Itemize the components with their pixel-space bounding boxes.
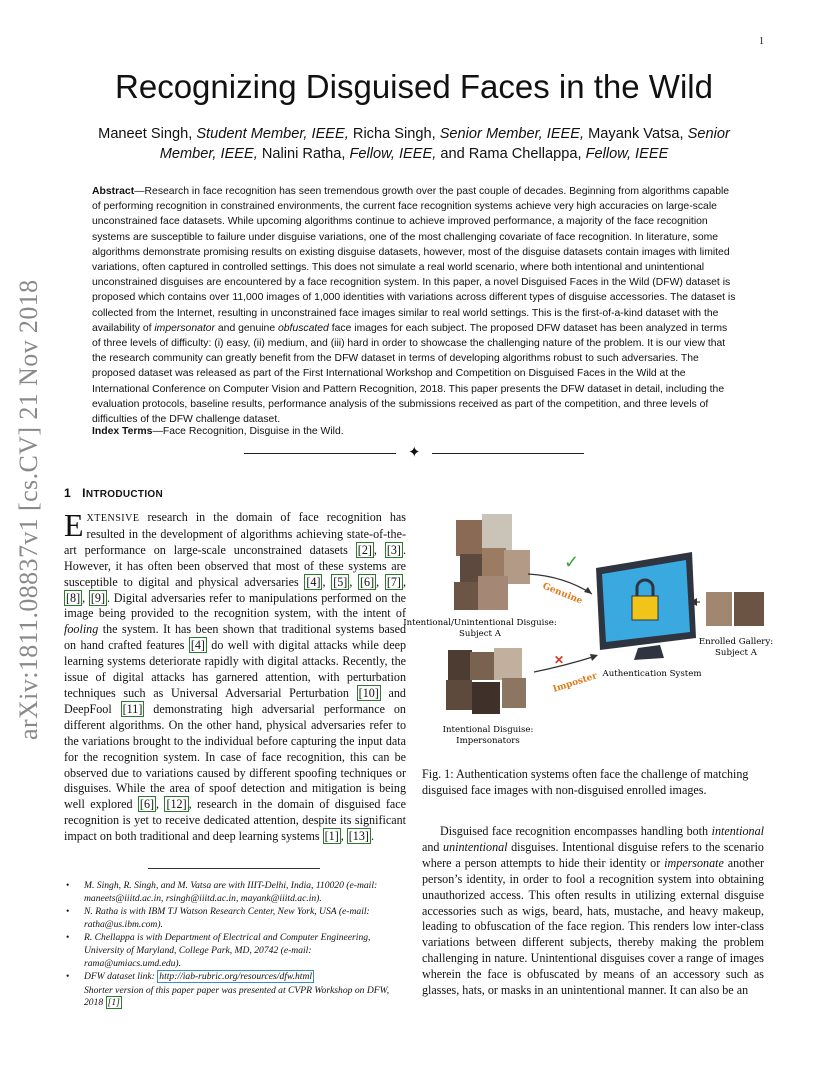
right-column-paragraph xyxy=(422,824,764,999)
figure-caption: Fig. 1: Authentication systems often face the challenge of matching disguised face images with non-disguised enrolled images. xyxy=(422,767,749,797)
footnote-item xyxy=(64,985,406,1010)
abstract-label: Abstract xyxy=(92,186,135,197)
lock-icon xyxy=(632,596,658,620)
citation-link[interactable]: [9] xyxy=(90,590,105,605)
footnote-item xyxy=(64,971,406,984)
disguised-faces-cluster xyxy=(454,514,530,610)
intro-paragraph: EXTENSIVE research in the domain of face recognition has resulted in the development of algorithms achieving state-of-the-art performance on large-scale unconstrained datasets [2] , [3] . However, it has often been observed that most of these systems are susceptible to digital and physical adversaries [4] , [5] , [6] , [7] , [8] , [9] . Digital adversaries refer to manipulations performed on the image being provided to the recognition system, with the intent of fooling the system. It has been shown that traditional systems based on hand crafted features [4] do well with digital attacks while deep learning systems deteriorate rapidly with digital attacks. Recently, the issue of digital attacks has garnered attention, with perturbation techniques such as Universal Adversarial Perturbation [10] and DeepFool [11] demonstrating high adversarial performance on different algorithms. On the other hand, physical adversaries refer to the variations brought to the individual before capturing the input data for the recognition system. In case of face recognition, this can be observed due to variations caused by different spoofing techniques or disguises. While the area of spoof detection and mitigation is being well explored [6] , [12] , research in the domain of disguised face recognition is yet to receive dedicated attention, despite its significant impact on both traditional and deep learning systems [1] , [13] . xyxy=(64,507,406,844)
author-text: Maneet Singh, xyxy=(98,126,197,142)
footnote-text: DFW dataset link: xyxy=(84,971,158,983)
emphasis: fooling xyxy=(64,622,99,637)
arrow-head xyxy=(584,587,592,594)
citation-link[interactable]: [2] xyxy=(357,542,372,557)
author-affil: Senior Member, IEEE, xyxy=(439,126,585,142)
body-text: and DeepFool xyxy=(64,685,406,716)
paper-title: Recognizing Disguised Faces in the Wild xyxy=(115,68,713,105)
face-photo xyxy=(470,652,494,680)
author-line-1 xyxy=(80,124,748,144)
dropcap: E xyxy=(64,507,84,543)
figure-label: Subject A xyxy=(715,648,757,658)
face-photo xyxy=(494,648,522,680)
body-text: , research in the domain of disguised face recognition is yet to receive dedicated attention, despite its significant impact on both traditional and deep learning systems xyxy=(64,797,406,844)
footnote-item: • R. Chellappa is with Department of Electrical and Computer Engineering, University of Maryland, College Park, MD, 20742 (e-mail: rama@umiacs.umd.edu). xyxy=(64,932,406,970)
footnote-text: Shorter version of this paper paper was presented at CVPR Workshop on DFW, 2018 xyxy=(84,984,390,1009)
body-text: Disguised face recognition encompasses handling both xyxy=(440,824,712,838)
author-affil: Member, IEEE, xyxy=(159,146,258,162)
citation-link[interactable]: [12] xyxy=(166,797,187,812)
footnotes xyxy=(64,880,406,1011)
abstract-text: face images for each subject. The proposed DFW dataset has been analyzed in terms of three levels of difficulty: (i) easy, (ii) medium, and (iii) hard in order to showcase the challenging nature of the problem. It is our view that the research community can greatly benefit from the DFW dataset in terms of developing algorithms robust to such adversaries. The proposed dataset was released as part of the First International Workshop and Competition on Disguised Faces in the Wild at the International Conference on Computer Vision and Pattern Recognition, 2018. This paper presents the DFW dataset in detail, including the evaluation protocols, baseline results, performance analysis of the submissions received as part of the competition, and three levels of difficulties of the DFW challenge dataset. xyxy=(92,322,728,426)
check-icon: ✓ xyxy=(564,552,580,572)
divider-diamond-icon: ✦ xyxy=(408,445,421,461)
face-photo xyxy=(482,548,506,578)
abstract-emphasis: impersonator xyxy=(154,322,216,334)
body-text: research in the domain of face recognition has resulted in the development of algorithms achieving state-of-the-art performance on large-scale unconstrained datasets xyxy=(64,510,406,557)
citation-link[interactable]: [7] xyxy=(386,574,401,589)
figure-1 xyxy=(403,510,774,760)
body-text: the system. It has been shown that traditional systems based on hand crafted features xyxy=(64,622,406,653)
citation-link[interactable]: [8] xyxy=(66,590,81,605)
index-terms-label: Index Terms xyxy=(92,426,153,437)
face-photo xyxy=(446,680,472,710)
figure-label: Subject A xyxy=(459,629,501,639)
abstract-text: —Research in face recognition has seen tremendous growth over the past couple of decades. Beginning from algorithms capable of performing recognition in constrained environments, the current face recognition systems achieve very high accuracies on large-scale unconstrained face datasets. While upcoming algorithms continue to achieve improved performance, a majority of the face recognition systems are susceptible to failure under disguise variations, one of the most challenging covariate of face recognition. In literature, some algorithms demonstrate promising results on existing disguise datasets, however, most of the disguise datasets contain images with limited variations, often captured in controlled settings. This does not simulate a real world scenario, where both intentional and unintentional unconstrained disguises are encountered by a face recognition system. In this paper, a novel Disguised Faces in the Wild (DFW) dataset is proposed which contains over 11,000 images of 1,000 identities with variations across different types of disguise accessories. The dataset is collected from the Internet, resulting in unconstrained face images similar to real world settings. This is the first-of-a-kind dataset with the availability of xyxy=(92,186,736,334)
figure-label: Intentional/Unintentional Disguise: xyxy=(403,618,557,628)
emphasis: unintentional xyxy=(443,839,508,854)
abstract-emphasis: obfuscated xyxy=(278,322,329,334)
footnote-item: • N. Ratha is with IBM TJ Watson Research Center, New York, USA (e-mail: ratha@us.ibm.com). xyxy=(64,906,406,931)
genuine-label: Genuine xyxy=(540,581,584,607)
author-affil: Student Member, IEEE, xyxy=(196,126,349,142)
footnote-item: • M. Singh, R. Singh, and M. Vatsa are with IIIT-Delhi, India, 110020 (e-mail: maneets@iiitd.ac.in, rsingh@iiitd.ac.in, mayank@iiitd.ac.in). xyxy=(64,880,406,905)
imposter-arrow xyxy=(534,656,596,672)
imposter-label: Imposter xyxy=(551,671,599,695)
author-list xyxy=(80,124,748,164)
page-number: 1 xyxy=(759,36,764,47)
section-title-initial: I xyxy=(82,486,86,500)
arrow-head xyxy=(590,654,598,661)
citation-link[interactable]: [13] xyxy=(348,829,369,844)
body-text: and xyxy=(422,839,444,854)
gallery-photo xyxy=(734,592,764,626)
citation-link[interactable]: [11] xyxy=(122,701,143,716)
monitor-stand xyxy=(634,645,664,660)
citation-link[interactable]: [3] xyxy=(386,542,401,557)
citation-link[interactable]: [5] xyxy=(333,574,348,589)
emphasis: intentional xyxy=(711,824,764,838)
face-photo xyxy=(448,650,472,680)
author-affil: Fellow, IEEE xyxy=(585,146,669,162)
section-number: 1 xyxy=(64,486,72,500)
cross-icon: ✕ xyxy=(554,653,565,667)
section-divider xyxy=(244,446,584,460)
body-text: . However, it has often been observed that most of these systems are susceptible to digital and physical adversaries xyxy=(64,542,406,589)
gallery-photo xyxy=(706,592,732,626)
citation-link[interactable]: [4] xyxy=(190,638,205,653)
monitor-icon xyxy=(596,552,696,660)
body-text: another person’s identity, in order to fool a recognition system into obtaining unauthorized access. This often results in utilizing external disguise accessories such as wigs, beard, hats, mustache, and heavy makeup, leading to obfuscation of the face region. This renders low inter-class variations between different subjects, thereby making the problem challenging in nature. Unintentional disguises cover a range of images wherein the face is obfuscated by means of an accessory such as glasses, hats, or masks in an unintentional manner. It can also be an xyxy=(422,855,764,998)
divider-line-right xyxy=(432,453,584,454)
emphasis: impersonate xyxy=(664,855,724,870)
smallcaps-text: XTENSIVE xyxy=(86,513,140,524)
figure-label: Enrolled Gallery: xyxy=(698,637,774,647)
figure-label: Authentication System xyxy=(602,669,702,679)
figure-label: Intentional Disguise: xyxy=(442,725,534,735)
author-text: and Rama Chellappa, xyxy=(436,146,586,162)
index-terms xyxy=(92,426,344,437)
face-photo xyxy=(482,514,512,550)
citation-link[interactable]: [1] xyxy=(107,997,120,1009)
citation-link[interactable]: [6] xyxy=(360,574,375,589)
dataset-link[interactable]: http://iab-rubric.org/resources/dfw.html xyxy=(159,971,313,983)
face-photo xyxy=(502,678,526,708)
body-text: disguises. Intentional disguise refers to the scenario where a person attempts to hide their identity or xyxy=(422,839,764,870)
section-heading xyxy=(64,486,163,500)
author-line-2 xyxy=(80,144,748,164)
citation-link[interactable]: [1] xyxy=(324,829,339,844)
impersonator-faces-cluster xyxy=(446,648,526,714)
footnote-rule xyxy=(148,868,320,869)
divider-line-left xyxy=(244,453,396,454)
face-photo xyxy=(472,682,500,714)
citation-link[interactable]: [6] xyxy=(139,797,155,812)
body-text: do well with digital attacks while deep learning systems deteriorate rapidly with digital attacks. Recently, the issue of digital attacks has garnered attention, with perturbation techniques such as Universal Adversarial Perturbation xyxy=(64,638,406,700)
figure-label: Impersonators xyxy=(456,736,520,746)
author-text: Richa Singh, xyxy=(348,126,440,142)
face-photo xyxy=(454,582,478,610)
abstract xyxy=(92,184,738,427)
arxiv-stamp: arXiv:1811.08837v1 [cs.CV] 21 Nov 2018 xyxy=(14,279,43,740)
body-text: . Digital adversaries refer to manipulations performed on the image being provided to the recognition system, with the intent of xyxy=(64,590,406,621)
face-photo xyxy=(478,576,508,610)
author-text: Nalini Ratha, xyxy=(257,146,350,162)
section-title-rest: NTRODUCTION xyxy=(85,489,164,500)
abstract-text: and genuine xyxy=(215,322,278,334)
face-photo xyxy=(456,520,484,556)
author-text: Mayank Vatsa, xyxy=(584,126,688,142)
body-text: . xyxy=(370,829,374,844)
figure-illustration xyxy=(403,510,774,760)
citation-link[interactable]: [4] xyxy=(306,574,321,589)
author-affil: Fellow, IEEE, xyxy=(349,146,437,162)
author-affil: Senior xyxy=(687,126,730,142)
index-terms-text: —Face Recognition, Disguise in the Wild. xyxy=(152,426,344,437)
citation-link[interactable]: [10] xyxy=(358,685,379,700)
body-text: demonstrating high adversarial performance on different algorithms. On the other hand, physical adversaries refer to the variations brought to the individual before capturing the input data for the recognition system. In case of face recognition, this can be observed due to variations caused by different spoofing techniques or disguises. While the area of spoof detection and mitigation is being well explored xyxy=(64,701,406,812)
